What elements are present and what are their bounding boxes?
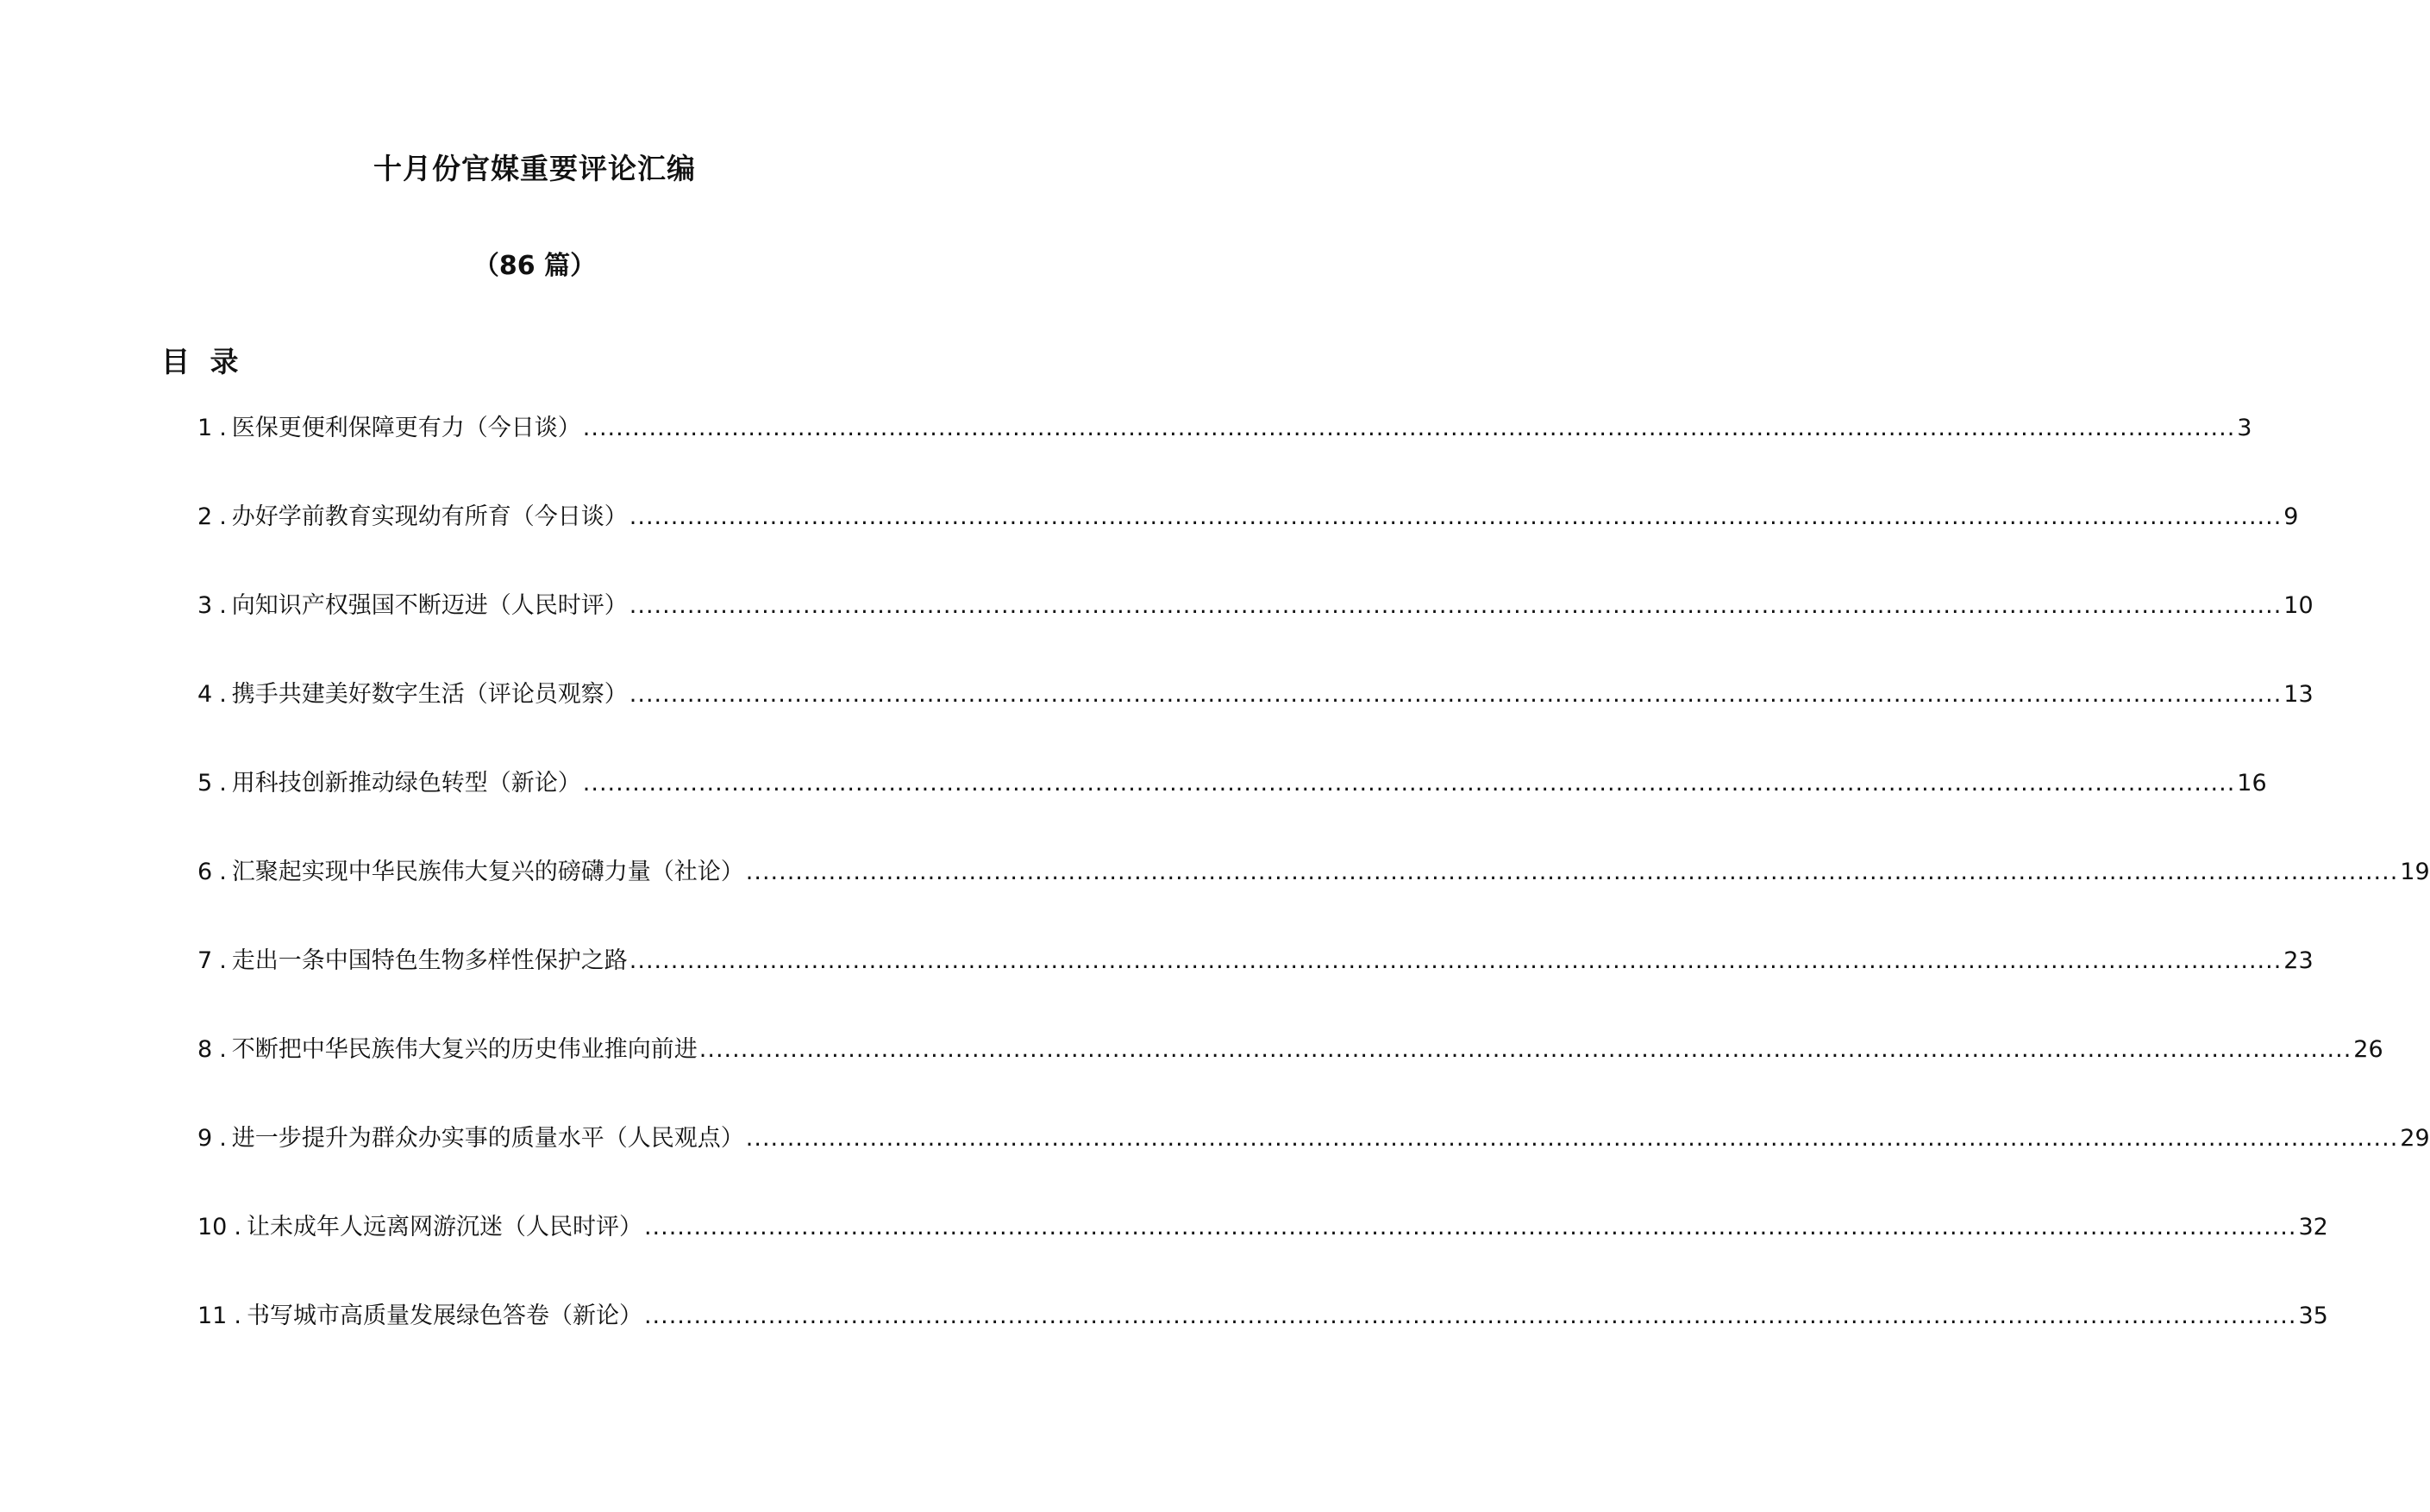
toc-entry[interactable] — [197, 766, 2267, 801]
toc-entry-title: 汇聚起实现中华民族伟大复兴的磅礴力量（社论） — [231, 859, 744, 885]
toc-entry-number: 1 — [197, 415, 213, 441]
toc-dot-leader: ........................................................................................................................................................................................................ — [643, 1303, 2297, 1329]
toc-entry-page: 10 — [2283, 592, 2314, 619]
toc-dot-leader: ........................................................................................................................................................................................................ — [629, 681, 2283, 708]
toc-entry[interactable] — [197, 1210, 2328, 1245]
toc-entry[interactable] — [197, 1299, 2328, 1334]
toc-dot-leader: ........................................................................................................................................................................................................ — [629, 947, 2283, 974]
toc-entry-number: 9 — [197, 1125, 213, 1152]
toc-entry-page: 19 — [2400, 859, 2430, 885]
toc-dot-leader: ........................................................................................................................................................................................................ — [582, 415, 2236, 441]
toc-entry-number: 8 — [197, 1036, 213, 1063]
toc-entry-page: 23 — [2283, 947, 2314, 974]
toc-entry-number: 2 — [197, 503, 213, 530]
toc-entry-separator: . — [219, 681, 227, 708]
toc-entry-number: 4 — [197, 681, 213, 708]
toc-entry-separator: . — [219, 770, 227, 797]
toc-entry[interactable] — [197, 855, 2430, 890]
toc-entry-separator: . — [219, 947, 227, 974]
toc-entry-separator: . — [219, 1125, 227, 1152]
toc-entry-separator: . — [219, 503, 227, 530]
toc-dot-leader: ........................................................................................................................................................................................................ — [745, 1125, 2399, 1152]
toc-entry-number: 3 — [197, 592, 213, 619]
toc-dot-leader: ........................................................................................................................................................................................................ — [629, 503, 2283, 530]
toc-entry-separator: . — [234, 1214, 241, 1240]
toc-entry[interactable] — [197, 500, 2299, 534]
toc-entry-number: 5 — [197, 770, 213, 797]
toc-entry-page: 16 — [2237, 770, 2267, 797]
toc-entry-separator: . — [234, 1303, 241, 1329]
toc-dot-leader: ........................................................................................................................................................................................................ — [698, 1036, 2352, 1063]
toc-entry-title: 进一步提升为群众办实事的质量水平（人民观点） — [231, 1125, 744, 1152]
toc-entry-title: 携手共建美好数字生活（评论员观察） — [231, 681, 628, 708]
toc-entry-title: 办好学前教育实现幼有所育（今日谈） — [231, 503, 628, 530]
toc-entry-title: 让未成年人远离网游沉迷（人民时评） — [246, 1214, 642, 1240]
toc-entry-title: 不断把中华民族伟大复兴的历史伟业推向前进 — [231, 1036, 698, 1063]
toc-entry-number: 6 — [197, 859, 213, 885]
toc-dot-leader: ........................................................................................................................................................................................................ — [643, 1214, 2297, 1240]
toc-dot-leader: ........................................................................................................................................................................................................ — [745, 859, 2399, 885]
toc-entry[interactable] — [197, 944, 2314, 978]
toc-entry[interactable] — [197, 589, 2314, 623]
toc-dot-leader: ........................................................................................................................................................................................................ — [582, 770, 2236, 797]
toc-entry-number: 11 — [197, 1303, 228, 1329]
toc-dot-leader: ........................................................................................................................................................................................................ — [629, 592, 2283, 619]
toc-entry[interactable] — [197, 411, 2252, 446]
toc-entry-page: 26 — [2353, 1036, 2383, 1063]
document-title: 十月份官媒重要评论汇编 — [373, 152, 696, 185]
toc-entry-title: 医保更便利保障更有力（今日谈） — [231, 415, 581, 441]
toc-entry-page: 3 — [2237, 415, 2252, 441]
toc-heading: 目 录 — [161, 345, 244, 378]
toc-entry-page: 9 — [2283, 503, 2299, 530]
toc-entry-page: 29 — [2400, 1125, 2430, 1152]
toc-entry[interactable] — [197, 1122, 2430, 1156]
toc-entry-title: 走出一条中国特色生物多样性保护之路 — [231, 947, 628, 974]
toc-entry-page: 32 — [2298, 1214, 2328, 1240]
toc-entry-separator: . — [219, 859, 227, 885]
document-subtitle: （86 篇） — [473, 251, 597, 281]
toc-entry-title: 书写城市高质量发展绿色答卷（新论） — [246, 1303, 642, 1329]
toc-entry-separator: . — [219, 1036, 227, 1063]
toc-entry-separator: . — [219, 415, 227, 441]
toc-entry-separator: . — [219, 592, 227, 619]
toc-entry-title: 向知识产权强国不断迈进（人民时评） — [231, 592, 628, 619]
toc-entry-title: 用科技创新推动绿色转型（新论） — [231, 770, 581, 797]
toc-entry-page: 35 — [2298, 1303, 2328, 1329]
toc-entry-number: 10 — [197, 1214, 228, 1240]
toc-entry[interactable] — [197, 678, 2314, 712]
toc-entry[interactable] — [197, 1033, 2383, 1067]
toc-entry-number: 7 — [197, 947, 213, 974]
toc-entry-page: 13 — [2283, 681, 2314, 708]
